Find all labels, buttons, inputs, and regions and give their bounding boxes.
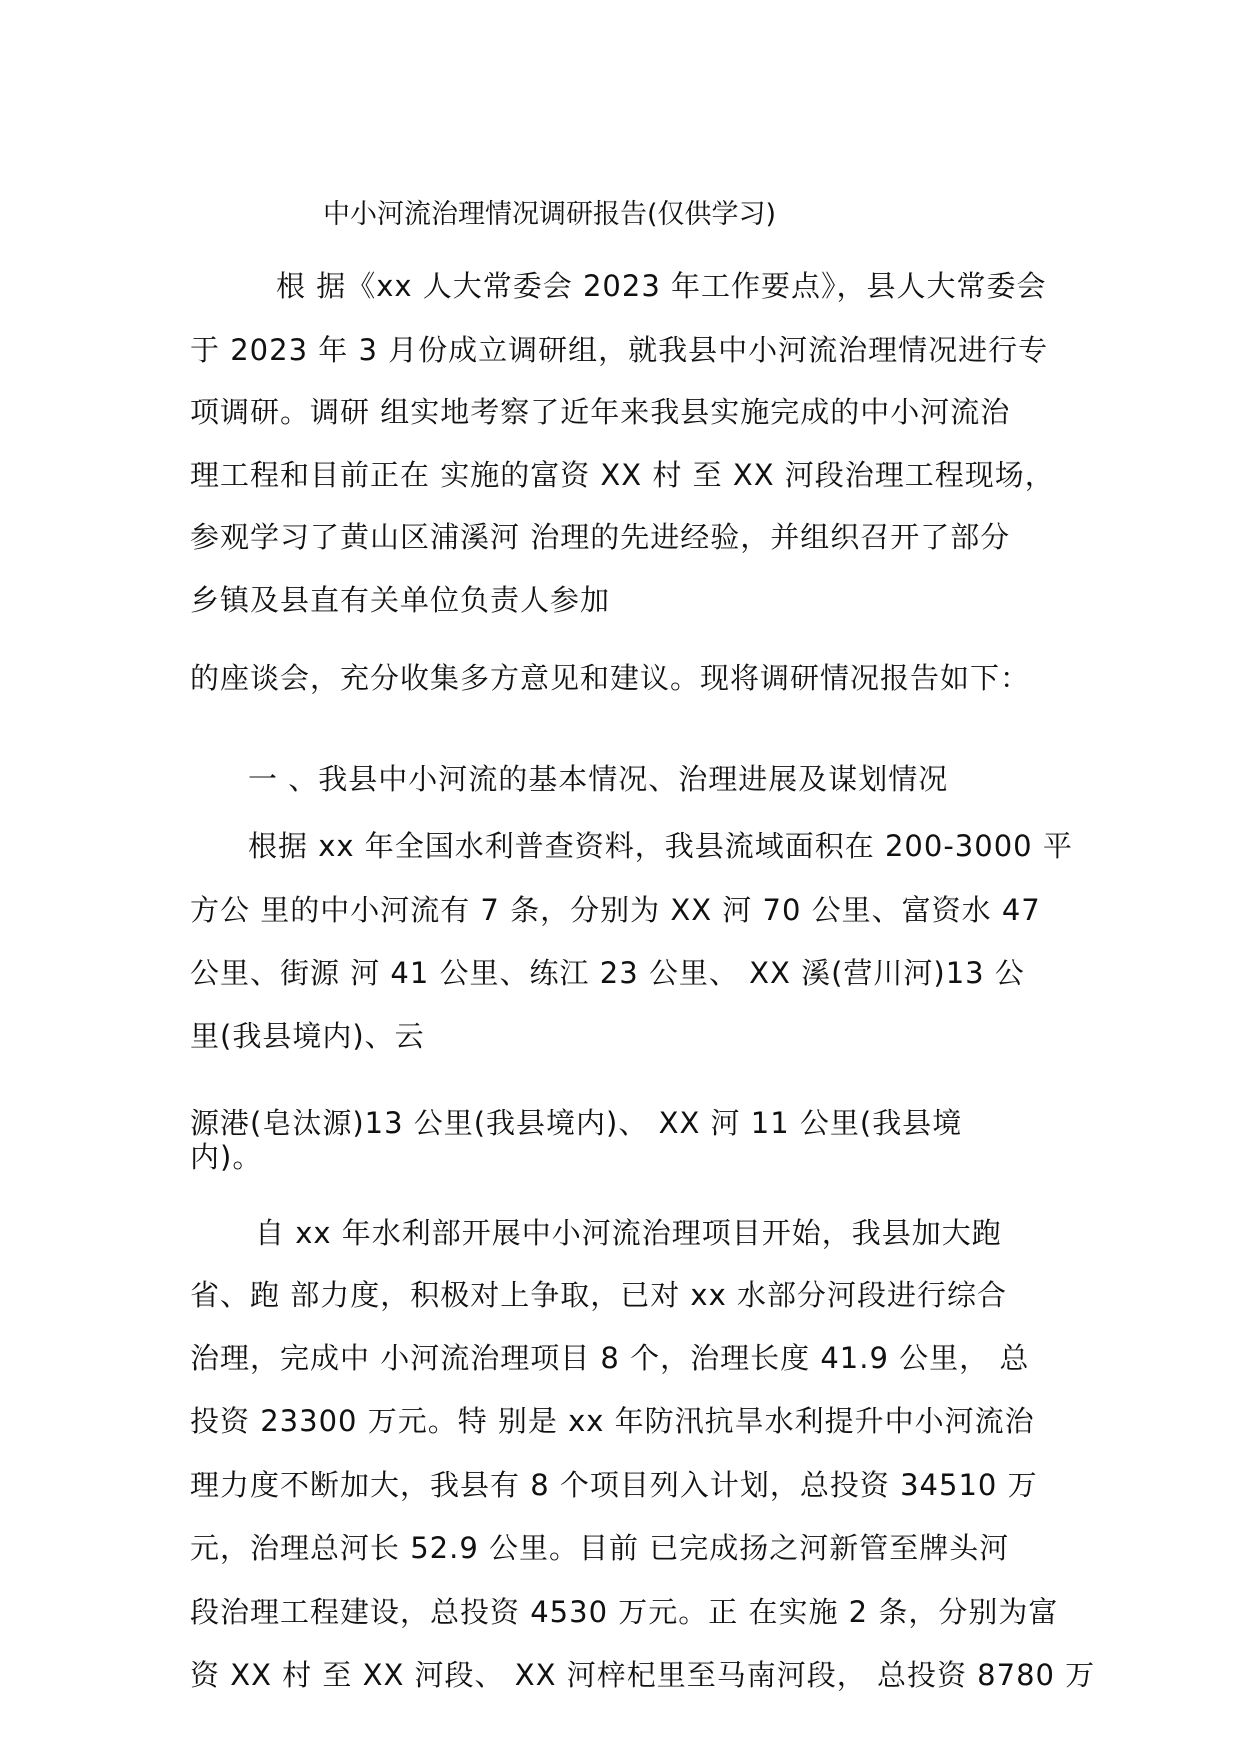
- paragraph-line: 的座谈会，充分收集多方意见和建议。现将调研情况报告如下：: [190, 661, 1031, 695]
- paragraph-line: 省、跑 部力度，积极对上争取，已对 xx 水部分河段进行综合: [190, 1278, 1007, 1312]
- paragraph-line: 于 2023 年 3 月份成立调研组，就我县中小河流治理情况进行专: [190, 333, 1049, 367]
- paragraph-line: 乡镇及县直有关单位负责人参加: [190, 583, 611, 617]
- paragraph-line: 治理，完成中 小河流治理项目 8 个，治理长度 41.9 公里， 总: [190, 1341, 1030, 1375]
- section-heading: 一 、我县中小河流的基本情况、治理进展及谋划情况: [248, 762, 949, 796]
- paragraph-line: 里(我县境内)、云: [190, 1019, 425, 1053]
- paragraph-line: 元，治理总河长 52.9 公里。目前 已完成扬之河新管至牌头河: [190, 1531, 1010, 1565]
- paragraph-line: 投资 23300 万元。特 别是 xx 年防汛抗旱水利提升中小河流治: [190, 1404, 1035, 1438]
- paragraph-line: 根 据《xx 人大常委会 2023 年工作要点》，县人大常委会: [276, 269, 1047, 303]
- paragraph-line: 项调研。调研 组实地考察了近年来我县实施完成的中小河流治: [190, 395, 1011, 429]
- document-title: 中小河流治理情况调研报告(仅供学习): [323, 199, 777, 230]
- paragraph-line: 参观学习了黄山区浦溪河 治理的先进经验，并组织召开了部分: [190, 520, 1011, 554]
- paragraph-line: 方公 里的中小河流有 7 条，分别为 XX 河 70 公里、富资水 47: [190, 893, 1041, 927]
- paragraph-line: 段治理工程建设，总投资 4530 万元。正 在实施 2 条，分别为富: [190, 1595, 1059, 1629]
- paragraph-line: 理力度不断加大，我县有 8 个项目列入计划，总投资 34510 万: [190, 1468, 1038, 1502]
- paragraph-line: 资 XX 村 至 XX 河段、 XX 河梓杞里至马南河段， 总投资 8780 万: [190, 1658, 1096, 1692]
- paragraph-line: 根据 xx 年全国水利普查资料，我县流域面积在 200-3000 平: [248, 829, 1073, 863]
- paragraph-line: 理工程和目前正在 实施的富资 XX 村 至 XX 河段治理工程现场，: [190, 458, 1055, 492]
- paragraph-line: 自 xx 年水利部开展中小河流治理项目开始，我县加大跑: [255, 1216, 1002, 1250]
- paragraph-line: 公里、街源 河 41 公里、练江 23 公里、 XX 溪(营川河)13 公: [190, 956, 1025, 990]
- paragraph-line: 内)。: [190, 1140, 263, 1174]
- paragraph-line: 源港(皂汰源)13 公里(我县境内)、 XX 河 11 公里(我县境: [190, 1106, 963, 1140]
